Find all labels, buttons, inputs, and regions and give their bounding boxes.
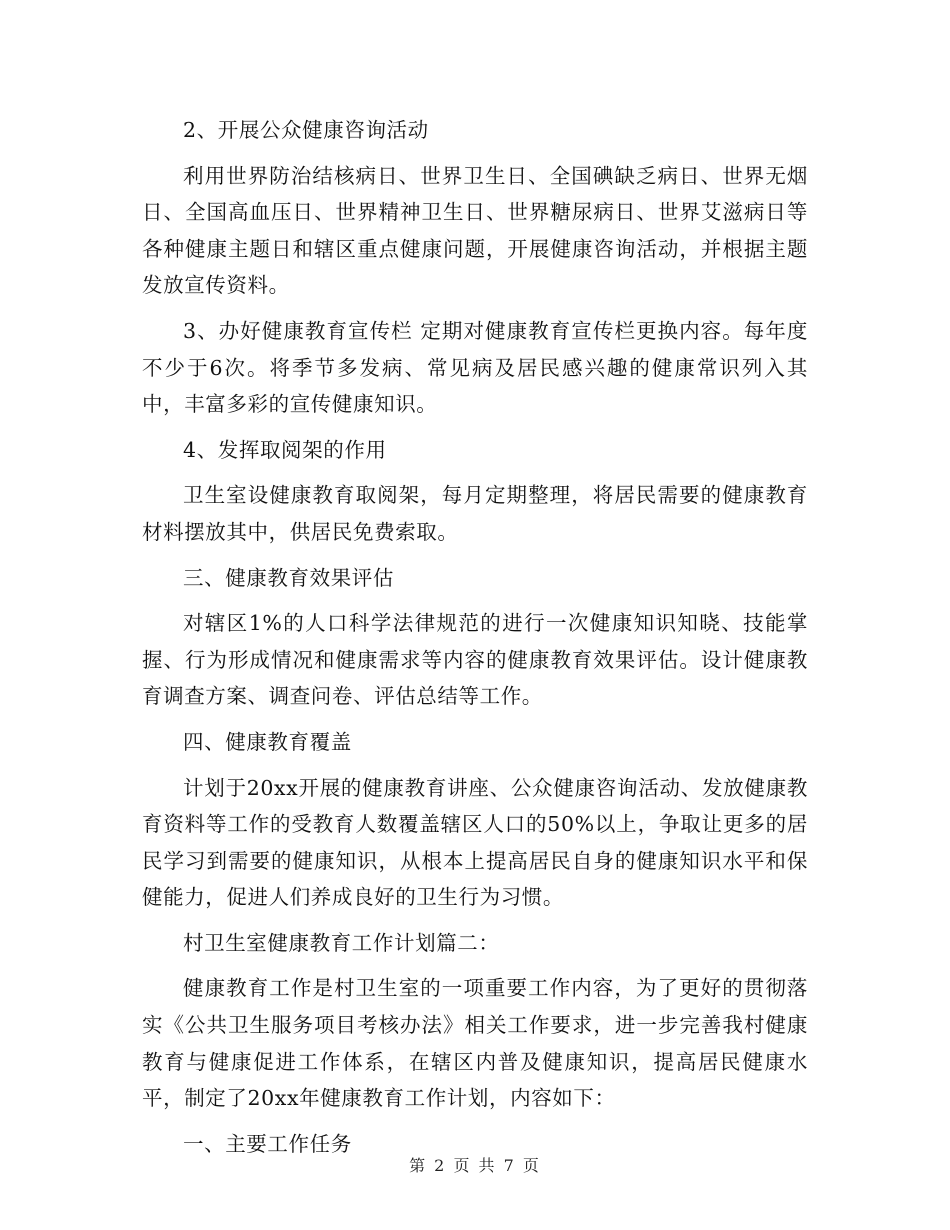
paragraph-coverage: 计划于20xx开展的健康教育讲座、公众健康咨询活动、发放健康教育资料等工作的受教育人数覆盖辖区人口的50%以上，争取让更多的居民学习到需要的健康知识，从根本上提高居民自身的健康知识水平和保健能力，促进人们养成良好的卫生行为习惯。 <box>142 775 808 910</box>
section-heading-evaluation: 三、健康教育效果评估 <box>183 565 394 590</box>
paragraph-reading-rack: 卫生室设健康教育取阅架，每月定期整理，将居民需要的健康教育材料摆放其中，供居民免费索取。 <box>142 483 808 544</box>
section-heading-part-two: 村卫生室健康教育工作计划篇二： <box>183 930 500 955</box>
section-heading-coverage: 四、健康教育覆盖 <box>183 729 352 754</box>
document-body <box>142 112 808 1171</box>
section-heading-main-tasks: 一、主要工作任务 <box>183 1131 352 1156</box>
section-heading-reading-rack: 4、发挥取阅架的作用 <box>183 437 387 462</box>
paragraph-evaluation: 对辖区1%的人口科学法律规范的进行一次健康知识知晓、技能掌握、行为形成情况和健康需求等内容的健康教育效果评估。设计健康教育调查方案、调查问卷、评估总结等工作。 <box>142 611 808 709</box>
paragraph-health-days: 利用世界防治结核病日、世界卫生日、全国碘缺乏病日、世界无烟日、全国高血压日、世界精神卫生日、世界糖尿病日、世界艾滋病日等各种健康主题日和辖区重点健康问题，开展健康咨询活动，并根据主题发放宣传资料。 <box>142 163 808 298</box>
paragraph-part-two-intro: 健康教育工作是村卫生室的一项重要工作内容，为了更好的贯彻落实《公共卫生服务项目考核办法》相关工作要求，进一步完善我村健康教育与健康促进工作体系，在辖区内普及健康知识，提高居民健康水平，制定了20xx年健康教育工作计划，内容如下： <box>142 976 808 1111</box>
paragraph-bulletin-board: 3、办好健康教育宣传栏 定期对健康教育宣传栏更换内容。每年度不少于6次。将季节多发病、常见病及居民感兴趣的健康常识列入其中，丰富多彩的宣传健康知识。 <box>142 318 808 417</box>
section-heading-public-consultation: 2、开展公众健康咨询活动 <box>183 118 429 142</box>
page-number-footer: 第 2 页 共 7 页 <box>409 1156 541 1175</box>
